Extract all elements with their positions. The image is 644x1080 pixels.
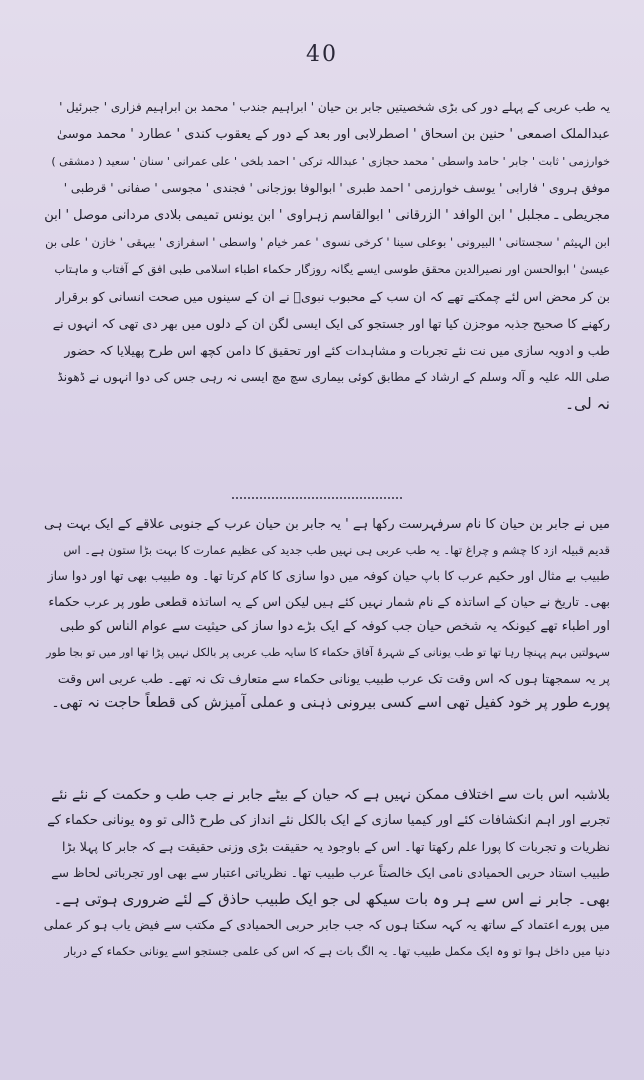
text-line: پر یہ سمجھتا ہوں کہ اس وقت تک عرب طبیب یونانی حکماء سے متعارف تک نہ تھے۔ طب عربی اس وقت — [57, 670, 610, 686]
text-line: عبدالملک اصمعی ' حنین بن اسحاق ' اصطرلابی اور بعد کے دور کے یعقوب کندی ' عطارد ' محمد موسیٰ — [56, 127, 610, 142]
text-line: سہولتیں بہم پہنچا رہا تھا تو طب یونانی کے شہرۂ آفاق حکماء کا سایہ طب عربی پر بالکل نہیں پڑا تھا اور میں تو بجا طور — [46, 645, 610, 659]
text-line: دنیا میں داخل ہوا تو وہ ایک مکمل طبیب تھا۔ یہ الگ بات ہے کہ اس کی علمی جستجو اسے یونانی حکماء کے دربار — [64, 944, 610, 958]
text-line: طب و ادویہ سازی میں نت نئے تجربات و مشاہدات کئے اور تحقیق کا دامن کچھ اس طرح پھیلایا کہ حضور — [64, 343, 610, 358]
text-line: بن کر محض اس لئے چمکتے تھے کہ ان سب کے محبوب نبویؐ نے ان کے سینوں میں صحت انسانی کو برقرار — [55, 289, 610, 304]
text-line: نہ لی۔ — [564, 395, 610, 413]
text-line: عیسیٰ ' ابوالحسن اور نصیرالدین محقق طوسی ایسے یگانہ روزگار حکماء اطباء اسلامی طبی افق کے آفتاب و ماہتاب — [54, 262, 610, 276]
text-line: پورے طور پر خود کفیل تھی اسے کسی بیرونی ذہنی و عملی آمیزش کی قطعاً حاجت نہ تھی۔ — [51, 695, 610, 712]
text-line: میں پورے اعتماد کے ساتھ یہ کہہ سکتا ہوں کہ جب جابر حربی الحمیادی کے مکتب سے فیض یاب ہو کر عملی — [44, 917, 610, 932]
paragraph-3 — [44, 782, 610, 964]
text-line: ابن الہیثم ' سجستانی ' البیرونی ' بوعلی سینا ' کرخی نسوی ' عمر خیام ' واسطی ' اسفرازی ' بیہقی ' خازن ' علی بن — [45, 235, 610, 249]
text-line: تجربے اور اہم انکشافات کئے اور کیمیا سازی کے ایک بالکل نئے انداز کی طرح ڈالی تو وہ یونانی حکماء کے — [47, 813, 610, 828]
paragraph-2 — [44, 512, 610, 717]
dotted-divider — [232, 497, 402, 499]
text-line: بھی۔ جابر نے اس سے ہر وہ بات سیکھ لی جو ایک طبیب حاذق کے لئے ضروری ہوتی ہے۔ — [53, 890, 610, 908]
text-line: نظریات و تجربات کا پورا علم رکھتا تھا۔ اس کے باوجود یہ حقیقت بڑی وزنی حقیقت ہے کہ جابر کا پہلا بڑا — [61, 839, 610, 854]
text-line: مجریطی ـ مجلبل ' ابن الوافد ' الزرقانی ' ابوالقاسم زہراوی ' ابن یونس تمیمی بلادی مردانی موصل ' ابن — [44, 208, 610, 223]
text-line: یہ طب عربی کے پہلے دور کی بڑی شخصیتیں جابر بن حیان ' ابراہیم جندب ' محمد بن ابراہیم فزاری ' جبرئیل ' — [59, 100, 610, 114]
text-line: طبیب استاد حربی الحمیادی نامی ایک خالصتاً عرب طبیب تھا۔ نظریاتی اعتبار سے بھی اور تجرباتی لحاظ سے — [51, 865, 610, 880]
page-number: 40 — [306, 42, 338, 67]
text-line: قدیم قبیلہ ازد کا چشم و چراغ تھا۔ یہ طب عربی ہی نہیں طب جدید کی عظیم عمارت کا بہت بڑا ستون ہے۔ اس — [63, 542, 610, 557]
text-line: بلاشبہ اس بات سے اختلاف ممکن نہیں ہے کہ حیان کے بیٹے جابر نے جب طب و حکمت کے نئے نئے — [51, 787, 610, 803]
paragraph-1 — [44, 94, 610, 418]
text-line: بھی۔ تاریخ نے حیان کے اساتذہ کے نام شمار نہیں کئے ہیں لیکن اس کے یہ اساتذہ قطعی طور پر عرب حکماء — [48, 593, 610, 609]
text-line: موفق ہروی ' فارابی ' یوسف خوارزمی ' احمد طبری ' ابوالوفا بوزجانی ' فجندی ' مجوسی ' صفانی ' قرطبی ' — [63, 181, 610, 195]
text-line: اور اطباء تھے کیونکہ یہ شخص حیان جب کوفہ کے ایک بڑے دوا ساز کی حیثیت سے عوام الناس کو طبی — [59, 619, 610, 635]
text-line: میں نے جابر بن حیان کا نام سرفہرست رکھا ہے ' یہ جابر بن حیان عرب کے جنوبی علاقے کے ایک بہت ہی — [44, 517, 610, 532]
text-line: رکھنے کا صحیح جذبہ موجزن کیا تھا اور جستجو کی ایک ایسی لگن ان کے دلوں میں بھر دی تھی کہ انہوں نے — [52, 316, 610, 331]
text-line: صلی اللہ علیہ و آلہ وسلم کے ارشاد کے مطابق کوئی بیماری سچ مچ ایسی نہ رہی جس کی دوا انہوں نے ڈھونڈ — [57, 370, 610, 384]
text-line: خوارزمی ' ثابت ' جابر ' حامد واسطی ' محمد حجازی ' عبداللہ ترکی ' احمد بلخی ' علی عمرانی ' سنان ' سعید ( دمشقی ) — [51, 155, 610, 168]
text-line: طبیب بے مثال اور حکیم عرب کا باپ حیان کوفہ میں دوا سازی کا کام کرتا تھا۔ وہ طبیب بھی تھا اور دوا ساز — [47, 568, 610, 584]
